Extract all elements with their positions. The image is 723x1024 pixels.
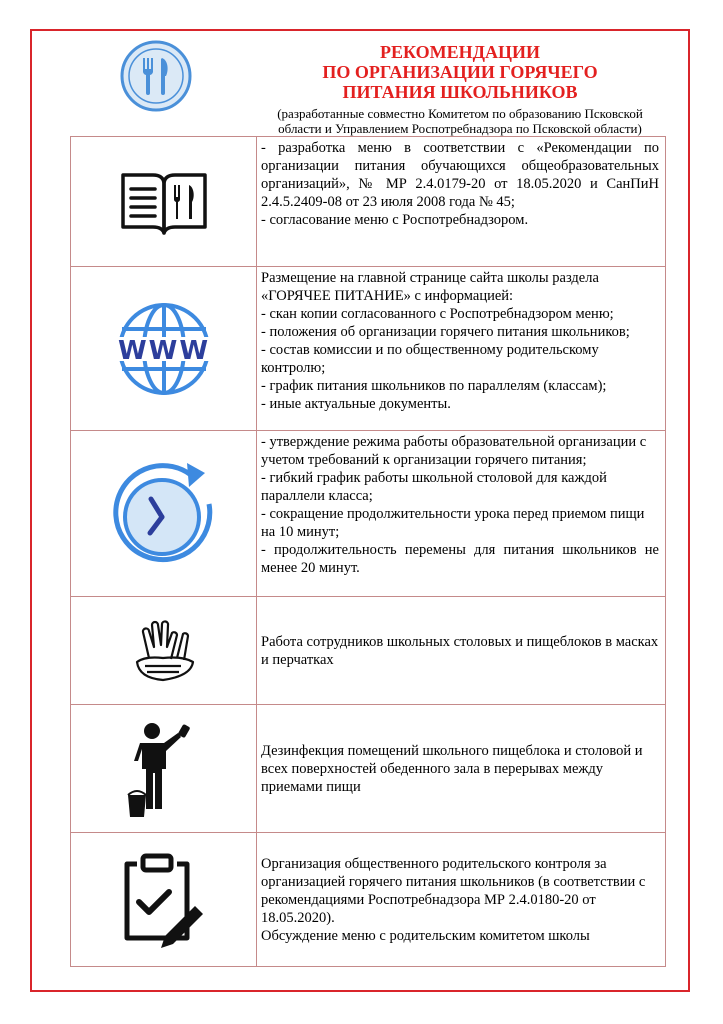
page-title [270,42,650,102]
clipboard-check-icon [119,850,209,950]
row-text: - скан копии согласованного с Роспотребнадзором меню; [261,306,614,322]
gloves-mask-icon [129,616,199,686]
row-text: - график питания школьников по параллелям (классам); [261,378,607,394]
table-row [71,431,666,597]
icon-cell [71,137,257,267]
clock-refresh-icon [109,459,219,569]
icon-cell [71,267,257,431]
table-row [71,137,666,267]
row-text: Дезинфекция помещений школьного пищеблока и столовой и всех поверхностей обеденного зала в перерывах между приемами пищи [261,742,643,795]
icon-cell [71,705,257,833]
title-line: ПИТАНИЯ ШКОЛЬНИКОВ [342,82,578,102]
subtitle-line: (разработанные совместно Комитетом по образованию Псковской [277,106,643,121]
row-text: Обсуждение меню с родительским комитетом школы [261,927,590,944]
text-cell [257,267,666,431]
row-text: Организация общественного родительского контроля за организацией горячего питания школьников (в соответствии с рекомендациями Роспотребнадзора МР 2.4.0180-20 от 18.05.2020). [261,855,646,926]
row-text: - гибкий график работы школьной столовой для каждой параллели класса; [261,470,607,504]
row-text: Работа сотрудников школьных столовых и пищеблоков в масках и перчатках [261,633,659,668]
row-text: - продолжительность перемены для питания школьников не менее 20 минут. [261,542,659,576]
row-text: - состав комиссии и по общественному родительскому контролю; [261,342,599,376]
row-text: - иные актуальные документы. [261,396,451,412]
icon-cell [71,833,257,967]
row-text: - утверждение режима работы образовательной организации с учетом требований к организации горячего питания; [261,434,647,468]
table-row [71,833,666,967]
icon-cell [71,597,257,705]
cleaning-worker-icon [124,719,204,819]
text-cell [257,137,666,267]
svg-text:WWW: WWW [117,335,210,366]
row-text: - согласование меню с Роспотребнадзором. [261,212,529,228]
text-cell [257,597,666,705]
text-cell [257,431,666,597]
page-subtitle [250,106,670,136]
www-globe-icon [109,299,219,399]
subtitle-line: области и Управлением Роспотребнадзора по Псковской области) [278,121,642,136]
menu-book-icon [119,167,209,237]
fork-knife-icon [120,40,192,112]
table-row [71,267,666,431]
table-row [71,597,666,705]
recommendations-table [70,136,666,967]
row-text: - сокращение продолжительности урока перед приемом пищи на 10 минут; [261,506,645,540]
icon-cell [71,431,257,597]
text-cell [257,705,666,833]
text-cell [257,833,666,967]
table-row [71,705,666,833]
row-text: Размещение на главной странице сайта школы раздела «ГОРЯЧЕЕ ПИТАНИЕ» с информацией: [261,270,599,304]
title-line: ПО ОРГАНИЗАЦИИ ГОРЯЧЕГО [322,62,598,82]
row-text: - положения об организации горячего питания школьников; [261,324,630,340]
title-line: РЕКОМЕНДАЦИИ [380,42,540,62]
row-text: - разработка меню в соответствии с «Рекомендации по организации питания обучающихся общеобразовательных организаций», № МР 2.4.0179-20 от 18.05.2020 и СанПиН 2.4.5.2409-08 от 23 июля 2008 года № 45; [261,140,659,210]
